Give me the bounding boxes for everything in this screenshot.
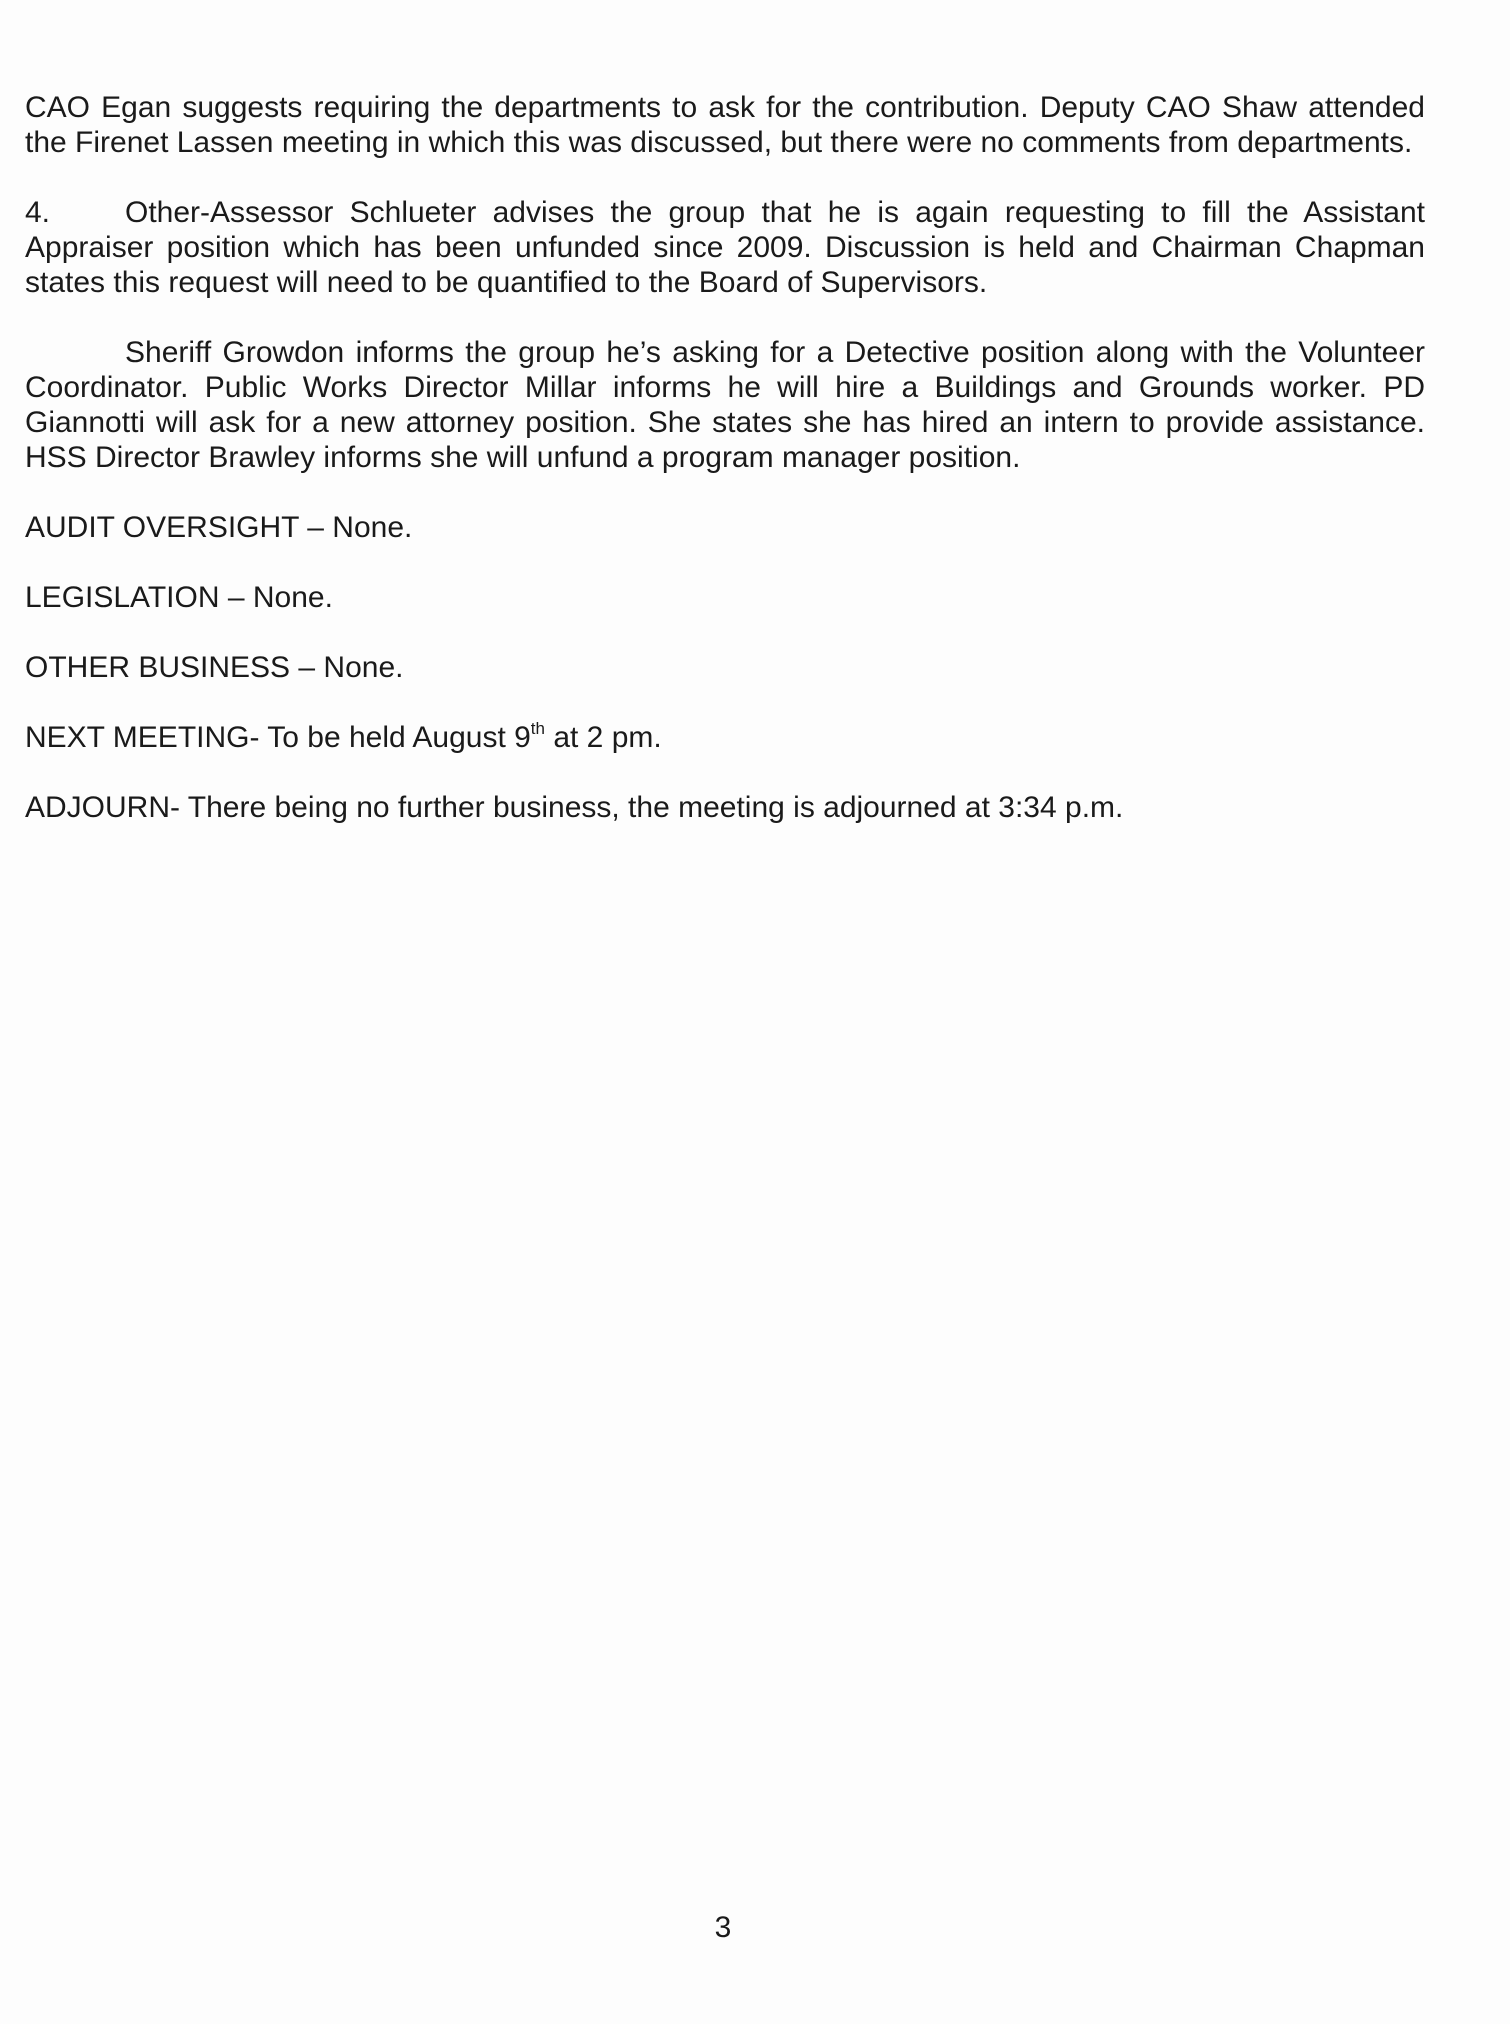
audit-oversight-line: AUDIT OVERSIGHT – None.	[25, 511, 413, 544]
legislation-line: LEGISLATION – None.	[25, 581, 333, 614]
paragraph-item-4	[25, 195, 1425, 300]
spacer	[25, 755, 1425, 790]
adjourn-line: ADJOURN- There being no further business, the meeting is adjourned at 3:34 p.m.	[25, 791, 1124, 824]
spacer	[25, 615, 1425, 650]
next-meeting-suffix: at 2 pm.	[544, 721, 662, 754]
paragraph-sheriff-growdon: Sheriff Growdon informs the group he’s asking for a Detective position along with the Volunteer Coordinator. Public Works Director Millar informs he will hire a Buildings and Grounds worker. PD Giannotti will ask for a new attorney position. She states she has hired an intern to provide assistance. HSS Director Brawley informs she will unfund a program manager position.	[25, 336, 1425, 474]
next-meeting-line	[25, 720, 1425, 755]
next-meeting-prefix: NEXT MEETING- To be held August 9	[25, 721, 531, 754]
paragraph-cao-egan: CAO Egan suggests requiring the departments to ask for the contribution. Deputy CAO Shaw attended the Firenet Lassen meeting in which this was discussed, but there were no comments from departments.	[25, 91, 1425, 159]
other-business-line: OTHER BUSINESS – None.	[25, 651, 404, 684]
item-number: 4.	[25, 196, 51, 229]
spacer	[25, 685, 1425, 720]
document-body	[25, 90, 1425, 825]
ordinal-suffix: th	[530, 719, 545, 738]
page-number: 3	[714, 1911, 732, 1944]
spacer	[25, 545, 1425, 580]
paragraph-assessor-text: Other-Assessor Schlueter advises the group that he is again requesting to fill the Assistant Appraiser position which has been unfunded since 2009. Discussion is held and Chairman Chapman states this request will need to be quantified to the Board of Supervisors.	[25, 196, 1425, 299]
